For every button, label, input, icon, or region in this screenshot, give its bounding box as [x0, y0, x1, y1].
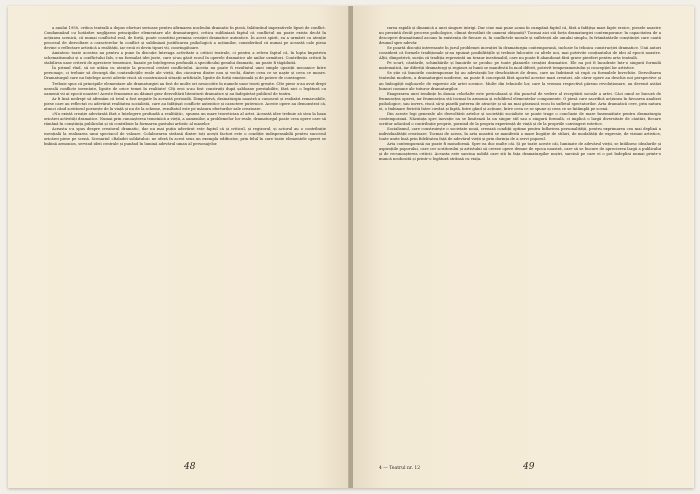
book-spread	[8, 6, 694, 488]
paragraph: a anului 1950, critica teatrală a depus eforturi serioase pentru afirmarea nucleului dramatic în piesă, înlăturând imperativele lipsei de conflict. Condamnând cu hotărâre neglijarea principiilor elementare ale dramaturgiei, critica subliniază faptul că conflictul nu poate exista decât în acțiunea scenică, că numai conflictul real, de forță, poate constitui premisa creației dramatice autentice. În acest spirit, ea a urmărit cu atenție procesul de dezvoltare a caracterelor în conflict și subliniază justificarea psihologică a acțiunilor, considerând că numai pe această cale piesa devine o reflectare artistică a realității, iar eroii ei devin tipuri vii, convingătoare.	[44, 26, 326, 51]
paragraph: Se știe că înnoirile contemporane își au adevărații lor deschizători de drum, care au îndrăznit să rupă cu formulele învechite. Dezvoltarea teatrului modern, a dramaturgiei moderne, nu poate fi concepută fără aportul acestor mari creatori, ale căror opere au deschis noi perspective și au îmbogățit mijloacele de expresie ale artei scenice. Multe din tehnicile lor, care la vremea respectivă păreau revoluționare, au devenit astăzi bunuri comune ale tuturor dramaturgilor.	[379, 71, 661, 91]
page-number-left: 48	[184, 462, 196, 472]
left-page	[8, 6, 349, 488]
paragraph: Din aceste legi generale ale dezvoltării artelor și societății socialiste se poate trage o concluzie de mare însemnătate pentru dramaturgia contemporană. Năzuința spre inovație nu se limitează la un singur stil sau o singură formulă, ci implică o largă diversitate de căutări, fiecare scriitor aducând o contribuție proprie, pornind de la propria experiență de viață și de la propriile convingeri estetice.	[379, 111, 661, 126]
paragraph: Amintesc toate acestea nu pentru a pune în discuție întreaga activitate a criticii teatrale, ci pentru a releva faptul că, în lupta împotriva schematismului și a conflictului fals, s-au formulat idei juste, care și-au găsit ecoul în operele dramatice ale anilor următori. Contribuția criticii la stabilirea unor criterii de apreciere temeinice, bazate pe înțelegerea profundă a specificului genului dramatic, nu poate fi tăgăduită.	[44, 51, 326, 66]
paragraph: Aceasta s-a spus despre creatorul dramatic, dar nu mai puțin adevărat este faptul că și criticul, și regizorul, și actorul au o contribuție esențială la realizarea unui spectacol de valoare. Colaborarea strânsă dintre toți acești factori este o condiție indispensabilă pentru succesul oricărei piese pe scenă. Scenariul «Baladei soldatului» ne oferă în acest sens un exemplu edificator, prin felul în care toate elementele operei se îmbină armonios, servind ideii centrale și punând în lumină adevărul uman al personajelor.	[44, 126, 326, 147]
paragraph: «Nu există creație adevărată fără o înțelegere profundă a realității», spunea un mare teoretician al artei. Această idee trebuie să stea la baza oricărei activități dramatice. Numai prin cunoașterea temeinică a vieții, a oamenilor, a problemelor lor reale, dramaturgul poate crea opere care să rămână în conștiința publicului și să contribuie la formarea gustului artistic al maselor.	[44, 111, 326, 126]
paragraph: În primul rînd, să ne uităm cu atenție la procesul creării conflictului. Acesta nu poate fi rezultatul unei simple opoziții mecanice între personaje, ci trebuie să decurgă din contradicțiile reale ale vieții, din ciocnirea dintre nou și vechi, dintre ceea ce se naște și ceea ce moare. Dramaturgul care nu înțelege acest adevăr riscă să construiască situații artificiale, lipsite de forță emoțională și de putere de convingere.	[44, 66, 326, 81]
printer-signature: 4 — Teatrul nr. 12	[379, 466, 421, 471]
paragraph: Se poartă discuții interesante în jurul problemei inovației în dramaturgia contemporană, inclusiv în tehnica construcției dramatice. Unii autori consideră că formele tradiționale și-au epuizat posibilitățile și trebuie înlocuite cu altele noi, mai potrivite conținutului de idei al epocii noastre. Alții, dimpotrivă, susțin că tradiția reprezintă un tezaur inestimabil, care nu poate fi abandonat fără grave pierderi pentru arta teatrală.	[379, 46, 661, 61]
paragraph: Socialismul, care construiește o societate nouă, creează condiții optime pentru înflorirea personalității, pentru exprimarea cea mai deplină a individualității creatoare. Tocmai de aceea, în arta noastră se manifestă o mare bogăție de stiluri, de modalități de expresie, de viziuni artistice, toate unite însă prin fidelitatea față de adevărul vieții și prin dorința de a servi poporul.	[379, 126, 661, 142]
paragraph: Exagerarea unei tendințe în dauna celorlalte este periculoasă și din punctul de vedere al receptării sociale a artei. Căci omul se bucură de frumusețea operei, iar frumusețea stă tocmai în armonia și echilibrul elementelor componente. O piesă care sacrifică acțiunea în favoarea analizei psihologice, sau invers, riscă să-și piardă puterea de atracție și să nu mai găsească ecou în sufletul spectatorilor. Arta dramatică cere, prin natura ei, o îmbinare fericită între cuvânt și faptă, între gând și acțiune, între ceea ce se spune și ceea ce se întâmplă pe scenă.	[379, 91, 661, 111]
paragraph: rarea rapidă și dinamică a unei singure intrigi. Dar cine mai pune acum în cumpănă faptul că, fără a înfățișa mari fapte eroice, piesele noastre nu prezintă decât procese psihologice, climat dezvăluit de oameni obișnuiți? Tocmai aici stă forța dramaturgiei contemporane: în capacitatea de a descoperi dramatismul ascuns în existența de fiecare zi, în conflictele morale și sufletești ale omului simplu, în frământările conștiinței care caută drumul spre adevăr.	[379, 26, 661, 46]
left-page-text	[44, 26, 326, 454]
page-number-right: 49	[523, 462, 535, 472]
paragraph: Ar fi însă nedrept să afirmăm că totul a fost negativ în această perioadă. Dimpotrivă, dramaturgia noastră a cunoscut și realizări remarcabile, piese care au reflectat cu adevărat realitatea socialistă, care au înfățișat conflicte autentice și caractere puternice. Aceste opere au demonstrat că, atunci când scriitorul pornește de la viață și nu de la scheme, rezultatul este pe măsura eforturilor sale creatoare.	[44, 96, 326, 111]
paragraph: Pe scurt, căutările, schimbările și înnoirile se produc pe toate planurile creației dramatice. Ele nu pot fi încadrate într-o singură formulă matematică, iar diferiții dramaturgi și regizori ai lumii se manifestă în mod diferit, potrivit temperamentului și concepției lor artistice.	[379, 61, 661, 71]
paragraph: Arta contemporană nu poate fi monoformă. Spre ea duc multe căi. Și pe toate aceste căi, luminate de adevărul vieții, se întâlnesc idealurile și aspirațiile poporului, care cer scriitorului și artistului să creeze opere demne de epoca noastră, care să se bucure de aprecierea largă a publicului și de recunoașterea criticii. Aceasta este sarcina nobilă care stă în fața dramaturgilor noștri, sarcină pe care ei o pot îndeplini numai printr-o muncă neobosită și printr-o legătură strânsă cu viața.	[379, 142, 661, 162]
right-page-text	[379, 26, 661, 454]
paragraph: Trebuie spus că principiile elementare ale dramaturgiei au fost de multe ori nesocotite în numele unor teorii greșite. Cîte piese n-au avut drept urzeală conflicte inventate, lipsite de orice temei în realitate! Cîți eroi n-au fost construiți după șabloane prestabilite, fără nici o legătură cu oamenii vii ai epocii noastre! Aceste fenomene au dăunat grav dezvoltării literaturii dramatice și au îndepărtat publicul de teatru.	[44, 81, 326, 96]
right-page	[353, 6, 694, 488]
